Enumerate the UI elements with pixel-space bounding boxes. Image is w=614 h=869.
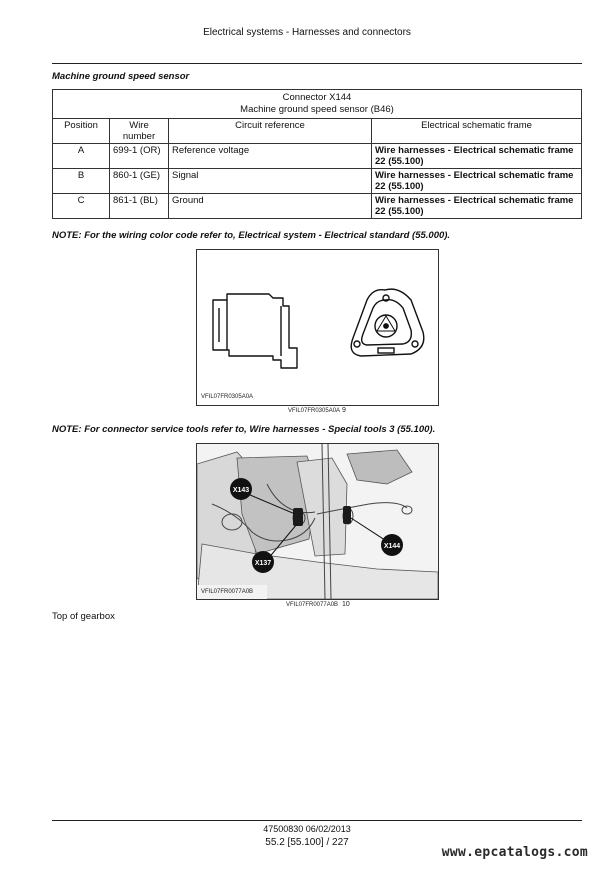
connector-table: [52, 89, 582, 219]
connector-side-view: [213, 294, 297, 368]
cell-wire: 699-1 (OR): [110, 144, 169, 169]
cell-position: B: [53, 169, 110, 194]
figure-caption-top-of-gearbox: Top of gearbox: [52, 611, 115, 622]
note-wiring-color-code: NOTE: For the wiring color code refer to, Electrical system - Electrical standard (55.000).: [52, 230, 451, 241]
cell-position: C: [53, 194, 110, 219]
column-header-wire-number: Wire number: [110, 119, 169, 144]
cell-circuit: Ground: [169, 194, 372, 219]
figure-10-code: VFIL07FR0077A0B: [286, 602, 339, 608]
callout-x137: [252, 551, 274, 573]
callout-label-x144: X144: [383, 543, 401, 550]
table-caption-connector: Connector X144: [282, 92, 352, 103]
callout-x143: [230, 478, 252, 500]
cell-wire: 861-1 (BL): [110, 194, 169, 219]
table-row: [53, 144, 582, 169]
header-rule: [52, 63, 582, 64]
section-title: Machine ground speed sensor: [52, 71, 190, 82]
gearbox-photo-drawing: [197, 444, 438, 599]
column-header-position: Position: [53, 119, 110, 144]
cell-frame: Wire harnesses - Electrical schematic frame 22 (55.100): [372, 194, 582, 219]
callout-label-x143: X143: [232, 487, 250, 494]
cell-frame: Wire harnesses - Electrical schematic frame 22 (55.100): [372, 144, 582, 169]
footer-document-id: 47500830 06/02/2013: [263, 824, 351, 834]
cell-wire: 860-1 (GE): [110, 169, 169, 194]
watermark: www.epcatalogs.com: [441, 845, 588, 860]
column-header-schematic-frame: Electrical schematic frame: [372, 119, 582, 144]
figure-10-inner-code: VFIL07FR0077A0B: [201, 589, 254, 595]
table-row: [53, 169, 582, 194]
figure-9-code: VFIL07FR0305A0A: [288, 408, 341, 414]
callout-x144: [381, 534, 403, 556]
cell-circuit: Reference voltage: [169, 144, 372, 169]
cell-position: A: [53, 144, 110, 169]
table-caption: [53, 90, 582, 119]
gearbox-photo: [196, 443, 439, 600]
figure-10-number: 10: [342, 601, 350, 608]
note-service-tools: NOTE: For connector service tools refer to, Wire harnesses - Special tools 3 (55.100).: [52, 424, 436, 435]
cell-circuit: Signal: [169, 169, 372, 194]
cell-frame: Wire harnesses - Electrical schematic frame 22 (55.100): [372, 169, 582, 194]
callout-label-x137: X137: [254, 560, 272, 567]
connector-drawing: [197, 250, 438, 405]
column-header-circuit-reference: Circuit reference: [169, 119, 372, 144]
figure-9-number: 9: [342, 407, 346, 414]
table-row: [53, 194, 582, 219]
table-caption-sensor: Machine ground speed sensor (B46): [240, 104, 394, 115]
connector-face-view: [351, 289, 424, 356]
connector-figure: [196, 249, 439, 406]
page-header-title: Electrical systems - Harnesses and connectors: [203, 27, 411, 38]
figure-9-inner-code: VFIL07FR0305A0A: [201, 394, 254, 400]
footer-page-number: 55.2 [55.100] / 227: [265, 837, 349, 848]
footer-rule: [52, 820, 582, 821]
